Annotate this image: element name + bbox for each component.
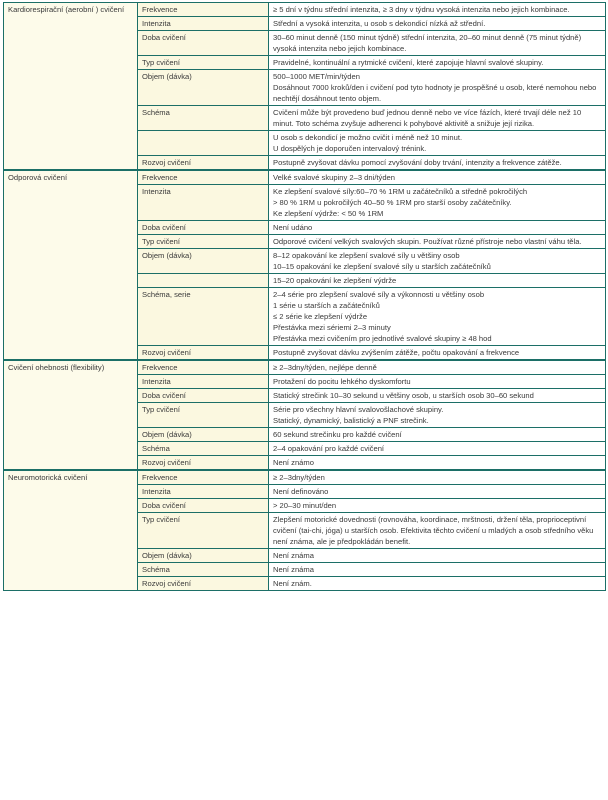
value-line: Ke zlepšení výdrže: < 50 % 1RM [273,209,384,218]
parameter-cell [138,274,269,288]
value-cell [269,403,606,428]
parameter-cell: Doba cvičení [138,389,269,403]
value-cell [269,499,606,513]
parameter-cell: Intenzita [138,17,269,31]
value-line: 2–4 opakování pro každé cvičení [273,444,385,453]
value-cell [269,288,606,346]
value-line: Není udáno [273,223,313,232]
value-line: Není známa [273,565,314,574]
category-cell: Odporová cvičení [4,170,138,360]
parameter-cell: Schéma [138,563,269,577]
value-line: Není známa [273,551,314,560]
value-line: 500–1000 MET/min/týden [273,72,360,81]
value-cell [269,185,606,221]
parameter-cell: Typ cvičení [138,513,269,549]
value-cell [269,456,606,471]
value-cell [269,249,606,274]
value-line: Postupně zvyšovat dávku pomocí zvyšování doby trvání, intenzity a frekvence zátěže. [273,158,562,167]
parameter-cell: Doba cvičení [138,31,269,56]
value-cell [269,274,606,288]
parameter-cell: Objem (dávka) [138,70,269,106]
category-cell: Neuromotorická cvičení [4,470,138,591]
value-cell [269,470,606,485]
value-line: Statický strečink 10–30 sekund u většiny osob, u starších osob 30–60 sekund [273,391,534,400]
parameter-cell: Typ cvičení [138,403,269,428]
value-line: Zlepšení motorické dovednosti (rovnováha, koordinace, mrštnosti, držení těla, proprioceptivní cvičení (tai-chi, jóga) u starších osob. Efektivita těchto cvičení u mladých a osob středního věku není známa, ale je předpokládán benefit. [273,515,594,546]
parameter-cell: Frekvence [138,3,269,17]
parameter-cell: Frekvence [138,170,269,185]
table-row [4,470,606,485]
value-cell [269,346,606,361]
value-line: Postupně zvyšovat dávku zvýšením zátěže, počtu opakování a frekvence [273,348,520,357]
table-row [4,170,606,185]
value-line: > 20–30 minut/den [273,501,337,510]
value-cell [269,442,606,456]
value-line: > 80 % 1RM u pokročilých 40–50 % 1RM pro starší osoby začátečníky. [273,198,512,207]
exercise-recommendations-table-wrap [3,2,605,591]
value-line: Odporové cvičení velkých svalových skupin. Používat různé přístroje nebo vlastní váhu těla. [273,237,582,246]
category-cell: Cvičení ohebnosti (flexibility) [4,360,138,470]
value-cell [269,56,606,70]
value-line: Není známo [273,458,314,467]
value-line: Dosáhnout 7000 kroků/den i cvičení pod tyto hodnoty je prospěšné u osob, které nemohou nebo nechtějí dosáhnout tento objem. [273,83,597,103]
value-line: Přestávka mezi sériemi 2–3 minuty [273,323,391,332]
value-line: Střední a vysoká intenzita, u osob s dekondicí nízká až střední. [273,19,486,28]
value-cell [269,375,606,389]
parameter-cell: Typ cvičení [138,235,269,249]
parameter-cell: Intenzita [138,375,269,389]
parameter-cell: Frekvence [138,470,269,485]
value-line: 1 série u starších a začátečníků [273,301,380,310]
value-line: Cvičení může být provedeno buď jednou denně nebo ve více fázích, které trvají déle než 10 minut. Toto schéma zvyšuje adherenci k pohybové aktivitě a snižuje její rizika. [273,108,582,128]
table-row [4,360,606,375]
value-cell [269,577,606,591]
parameter-cell: Rozvoj cvičení [138,577,269,591]
value-line: 30–60 minut denně (150 minut týdně) střední intenzita, 20–60 minut denně (75 minut týdně) vysoká intenzita nebo jejich kombinace. [273,33,582,53]
value-line: Pravidelné, kontinuální a rytmické cvičení, které zapojuje hlavní svalové skupiny. [273,58,544,67]
value-cell [269,17,606,31]
exercise-recommendations-table [3,2,606,591]
value-cell [269,428,606,442]
value-cell [269,563,606,577]
parameter-cell: Rozvoj cvičení [138,456,269,471]
value-line: 8–12 opakování ke zlepšení svalové síly u většiny osob [273,251,460,260]
value-cell [269,3,606,17]
value-cell [269,485,606,499]
parameter-cell [138,131,269,156]
value-cell [269,106,606,131]
value-line: ≤ 2 série ke zlepšení výdrže [273,312,368,321]
parameter-cell: Objem (dávka) [138,249,269,274]
table-body [4,3,606,591]
value-cell [269,235,606,249]
parameter-cell: Objem (dávka) [138,549,269,563]
parameter-cell: Schéma [138,106,269,131]
parameter-cell: Schéma, serie [138,288,269,346]
value-line: Ke zlepšení svalové síly:60–70 % 1RM u začátečníků a středně pokročilých [273,187,528,196]
parameter-cell: Intenzita [138,485,269,499]
parameter-cell: Rozvoj cvičení [138,346,269,361]
parameter-cell: Objem (dávka) [138,428,269,442]
value-line: Série pro všechny hlavní svalovošlachové skupiny. [273,405,444,414]
parameter-cell: Doba cvičení [138,499,269,513]
parameter-cell: Schéma [138,442,269,456]
parameter-cell: Typ cvičení [138,56,269,70]
value-line: U osob s dekondicí je možno cvičit i méně než 10 minut. [273,133,463,142]
value-line: ≥ 2–3dny/týden, nejlépe denně [273,363,377,372]
value-line: Není znám. [273,579,312,588]
value-cell [269,360,606,375]
value-cell [269,70,606,106]
value-line: Přestávka mezi cvičením pro jednotlivé svalové skupiny ≥ 48 hod [273,334,492,343]
value-cell [269,513,606,549]
value-line: Velké svalové skupiny 2–3 dni/týden [273,173,396,182]
value-line: ≥ 2–3dny/týden [273,473,325,482]
category-cell: Kardiorespirační (aerobní ) cvičení [4,3,138,171]
value-line: 15–20 opakování ke zlepšení výdrže [273,276,397,285]
parameter-cell: Frekvence [138,360,269,375]
value-line: Protažení do pocitu lehkého dyskomfortu [273,377,411,386]
value-line: 2–4 série pro zlepšení svalové síly a výkonnosti u většiny osob [273,290,485,299]
value-cell [269,156,606,171]
value-line: Statický, dynamický, balistický a PNF strečink. [273,416,429,425]
value-line: Není definováno [273,487,329,496]
value-cell [269,131,606,156]
parameter-cell: Doba cvičení [138,221,269,235]
value-cell [269,389,606,403]
value-line: 60 sekund strečinku pro každé cvičení [273,430,402,439]
value-line: 10–15 opakování ke zlepšení svalové síly u starších začátečníků [273,262,491,271]
value-line: ≥ 5 dní v týdnu střední intenzita, ≥ 3 dny v týdnu vysoká intenzita nebo jejich kombinace. [273,5,570,14]
parameter-cell: Intenzita [138,185,269,221]
value-cell [269,170,606,185]
parameter-cell: Rozvoj cvičení [138,156,269,171]
value-line: U dospělých je doporučen intervalový trénink. [273,144,427,153]
value-cell [269,31,606,56]
value-cell [269,549,606,563]
table-row [4,3,606,17]
value-cell [269,221,606,235]
